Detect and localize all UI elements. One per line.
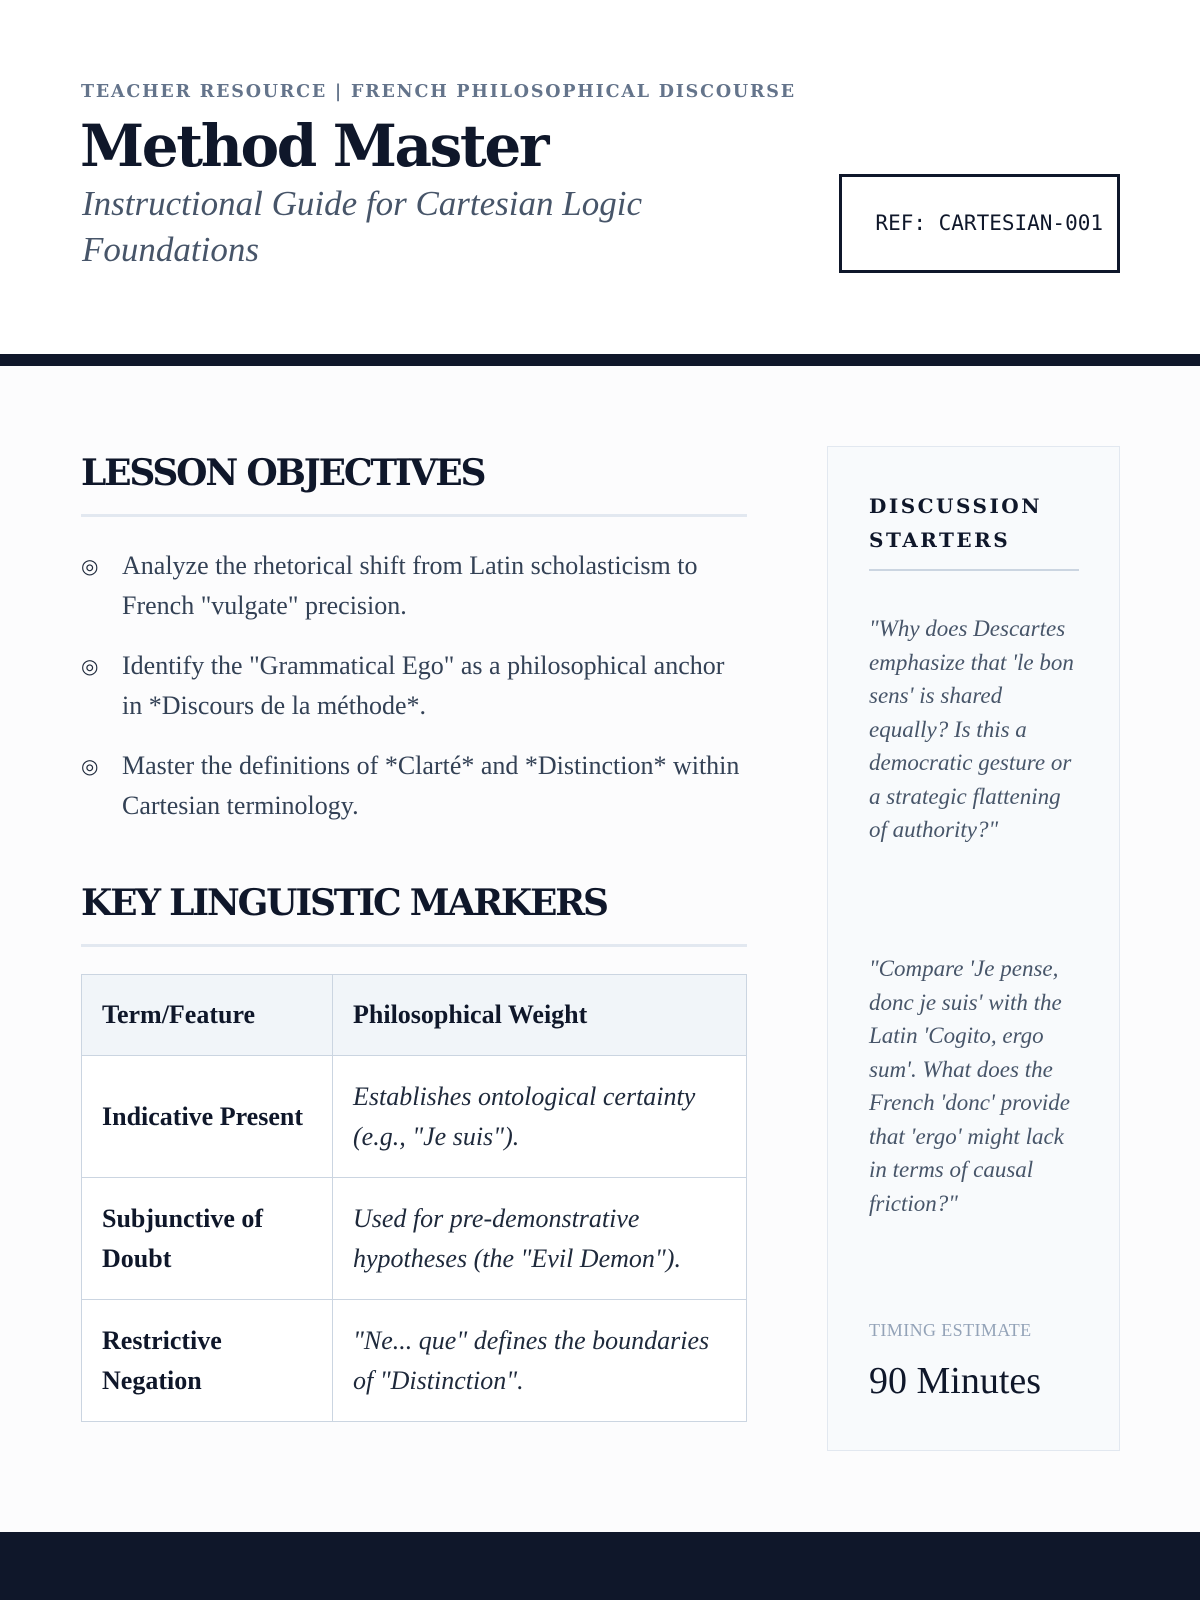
eyebrow-label: TEACHER RESOURCE | FRENCH PHILOSOPHICAL DISCOURSE [81,82,796,102]
page-title: Method Master [80,112,547,180]
objective-item [81,646,751,726]
reference-box [839,174,1120,273]
weight-cell: Used for pre-demonstrative hypotheses (the "Evil Demon"). [333,1178,747,1300]
term-cell: Restrictive Negation [82,1300,333,1422]
discussion-prompt: "Why does Descartes emphasize that 'le bon sens' is shared equally? Is this a democratic gesture or a strategic flattening of authority?" [869,616,1074,842]
weight-cell: "Ne... que" defines the boundaries of "Distinction". [333,1300,747,1422]
header-divider [0,354,1200,366]
discussion-prompt: "Compare 'Je pense, donc je suis' with the Latin 'Cogito, ergo sum'. What does the French 'donc' provide that 'ergo' might lack in terms of causal friction?" [869,956,1071,1216]
objective-item [81,546,751,626]
timing-label: TIMING ESTIMATE [869,1320,1032,1340]
markers-rule [81,944,747,947]
target-icon: ◎ [81,654,99,678]
sidebar-title: DISCUSSION STARTERS [869,494,1043,552]
term-cell: Subjunctive of Doubt [82,1178,333,1300]
page-header [0,0,1200,354]
page-footer [0,1532,1200,1600]
objectives-rule [81,514,747,517]
objectives-list [81,546,751,846]
objectives-heading: LESSON OBJECTIVES [81,452,485,494]
markers-table [81,974,747,1422]
column-header-weight: Philosophical Weight [333,975,747,1056]
page-subtitle: Instructional Guide for Cartesian Logic Foundations [82,184,642,269]
objective-text: Master the definitions of *Clarté* and *Distinction* within Cartesian terminology. [122,751,740,820]
target-icon: ◎ [81,554,99,578]
table-row [82,1178,747,1300]
markers-heading: KEY LINGUISTIC MARKERS [81,882,607,924]
table-header-row [82,975,747,1056]
table-row [82,1300,747,1422]
target-icon: ◎ [81,754,99,778]
objective-text: Identify the "Grammatical Ego" as a philosophical anchor in *Discours de la méthode*. [122,651,725,720]
column-header-term: Term/Feature [82,975,333,1056]
discussion-sidebar [827,446,1120,1451]
reference-code: REF: CARTESIAN-001 [875,211,1103,235]
table-row [82,1056,747,1178]
timing-value: 90 Minutes [869,1360,1042,1402]
objective-item [81,746,751,826]
objective-text: Analyze the rhetorical shift from Latin scholasticism to French "vulgate" precision. [122,551,698,620]
term-cell: Indicative Present [82,1056,333,1178]
sidebar-rule [869,569,1079,571]
weight-cell: Establishes ontological certainty (e.g., "Je suis"). [333,1056,747,1178]
